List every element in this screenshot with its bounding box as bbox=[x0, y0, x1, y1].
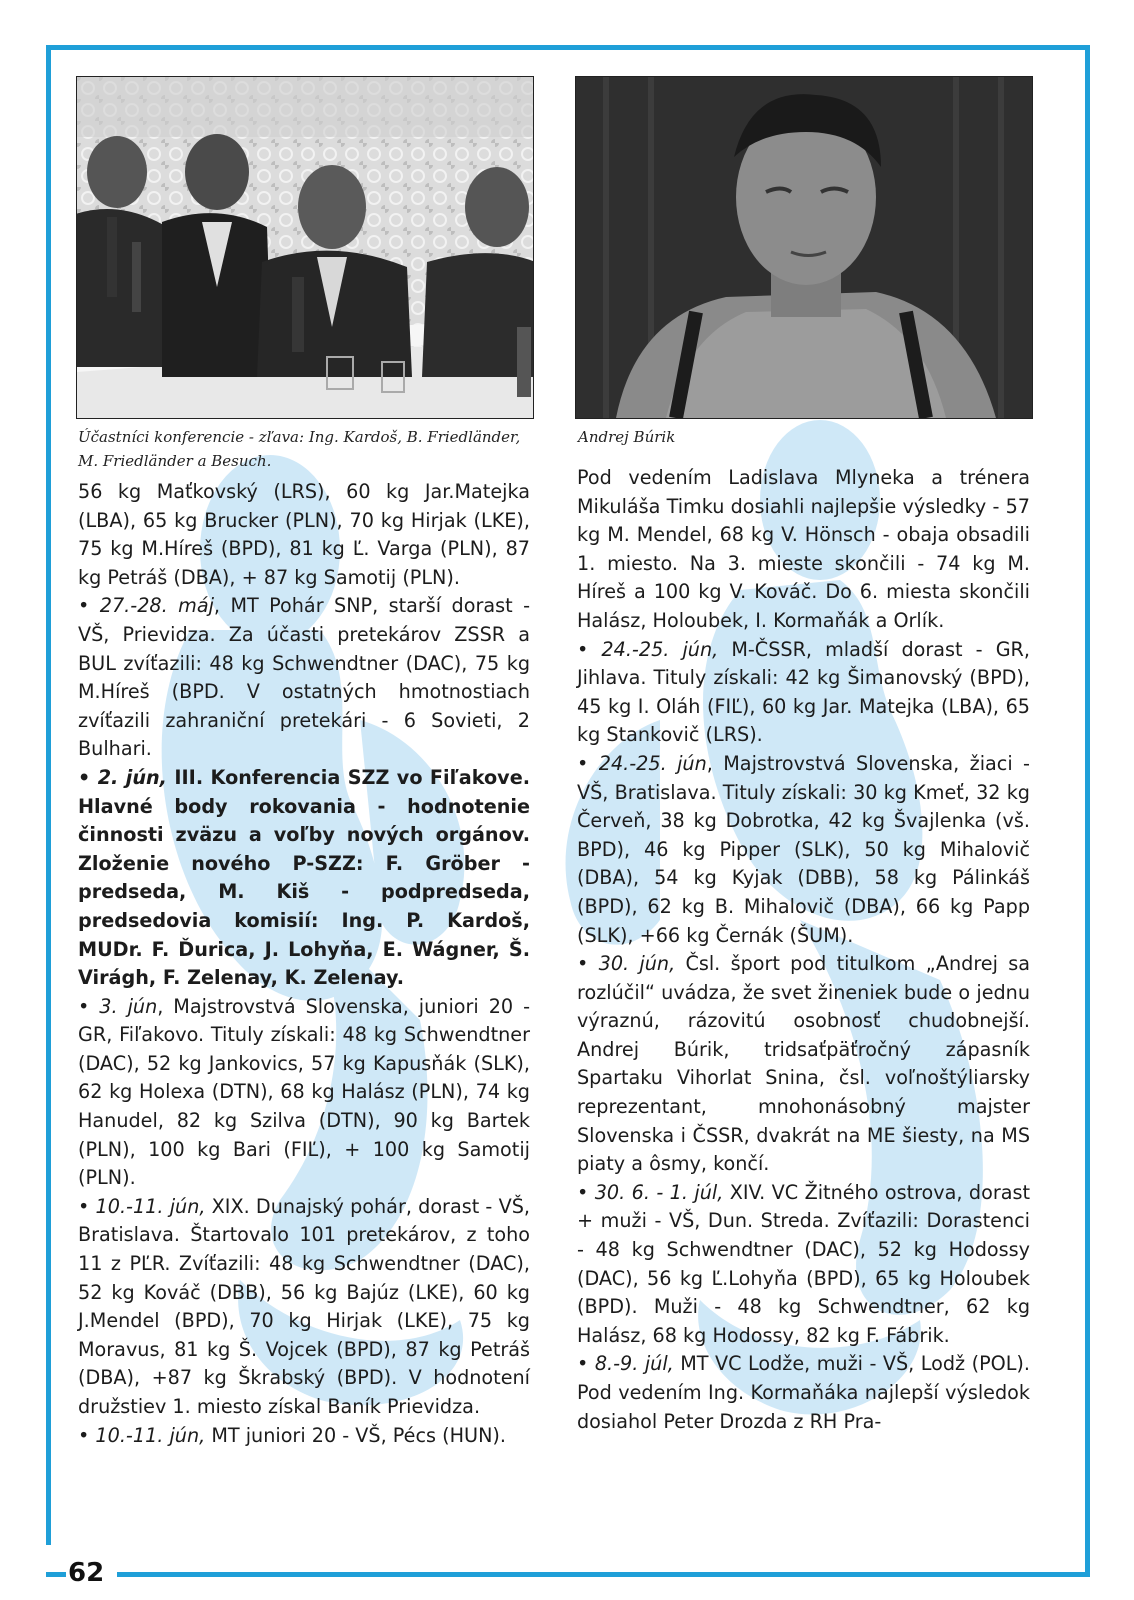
entry-date: 2. jún, bbox=[97, 765, 167, 789]
frame-left-border bbox=[46, 45, 51, 1545]
list-item bbox=[78, 993, 530, 1193]
list-item-highlight bbox=[78, 764, 530, 993]
entry-date: 24.-25. jún, bbox=[601, 637, 719, 661]
portrait-photo-caption: Andrej Búrik bbox=[578, 428, 676, 446]
caption-line-2: M. Friedländer a Besuch. bbox=[78, 452, 272, 470]
paragraph bbox=[78, 478, 530, 592]
bullet: • bbox=[78, 994, 100, 1018]
frame-right-border bbox=[1085, 45, 1090, 1577]
frame-bottom-border-left bbox=[46, 1572, 66, 1577]
bullet: • bbox=[577, 952, 599, 976]
paragraph-text: 56 kg Maťkovský (LRS), 60 kg Jar.Matejka (LBA), 65 kg Brucker (PLN), 70 kg Hirjak (LKE), 75 kg M.Híreš (BPD), 81 kg Ľ. Varga (PLN), 87 kg Petráš (DBA), + 87 kg Samotij (PLN). bbox=[78, 480, 530, 589]
bullet: • bbox=[577, 751, 599, 775]
frame-top-border bbox=[46, 45, 1090, 50]
frame-bottom-border bbox=[117, 1572, 1090, 1577]
entry-date: 24.-25. jún bbox=[598, 751, 707, 775]
entry-text: MT juniori 20 - VŠ, Pécs (HUN). bbox=[205, 1423, 507, 1447]
bullet: • bbox=[577, 1180, 595, 1204]
entry-date: 10.-11. jún, bbox=[95, 1194, 206, 1218]
bullet: • bbox=[78, 1194, 96, 1218]
list-item bbox=[577, 950, 1030, 1179]
left-text-column bbox=[78, 478, 530, 1450]
entry-text: , Majstrovstvá Slovenska, juniori 20 - GR, Fiľakovo. Tituly získali: 48 kg Schwendtner (DAC), 52 kg Jankovics, 57 kg Kapusňák (SLK), 62 kg Holexa (DTN), 68 kg Halász (PLN), 74 kg Hanudel, 82 kg Szilva (DTN), 90 kg Bartek (PLN), 100 kg Bari (FIĽ), + 100 kg Samotij (PLN). bbox=[78, 994, 531, 1190]
entry-text: III. Konferencia SZZ vo Fiľakove. Hlavné body rokovania - hodnotenie činnosti zväzu a voľby nových orgánov. Zloženie nového P-SZZ: F. Gröber - predseda, M. Kiš - podpredseda, predsedovia komisií: Ing. P. Kardoš, MUDr. F. Ďurica, J. Lohyňa, E. Wágner, Š. Virágh, F. Zelenay, K. Zelenay. bbox=[78, 765, 530, 990]
bullet: • bbox=[577, 637, 602, 661]
list-item bbox=[78, 1422, 530, 1451]
conference-photo bbox=[76, 76, 534, 419]
entry-date: 30. 6. - 1. júl, bbox=[594, 1180, 724, 1204]
list-item bbox=[78, 1193, 530, 1422]
entry-text: XIV. VC Žitného ostrova, dorast + muži - VŠ, Dun. Streda. Zvíťazili: Dorastenci - 48 kg Schwendtner (DAC), 52 kg Hodossy (DAC), 56 kg Ľ.Lohyňa (BPD), 65 kg Holoubek (BPD). Muži - 48 kg Schwendtner, 62 kg Halász, 68 kg Hodossy, 82 kg F. Fábrik. bbox=[577, 1180, 1030, 1347]
entry-text: XIX. Dunajský pohár, dorast - VŠ, Bratislava. Štartovalo 101 pretekárov, z toho 11 z PĽR. Zvíťazili: 48 kg Schwendtner (DAC), 52 kg Kováč (DBB), 56 kg Bajúz (LKE), 60 kg J.Mendel (BPD), 70 kg Hirjak (LKE), 75 kg Moravus, 81 kg Š. Vojcek (BPD), 87 kg Petráš (DBA), +87 kg Škrabský (BPD). V hodnotení družstiev 1. miesto získal Baník Prievidza. bbox=[78, 1194, 530, 1418]
entry-text: MT VC Lodže, muži - VŠ, Lodž (POL). Pod vedením Ing. Kormaňáka najlepší výsledok dosiahol Peter Drozda z RH Pra- bbox=[577, 1352, 1031, 1433]
entry-date: 30. jún, bbox=[598, 952, 676, 976]
entry-date: 3. jún bbox=[99, 994, 158, 1018]
entry-text: , Majstrovstvá Slovenska, žiaci - VŠ, Bratislava. Tituly získali: 30 kg Kmeť, 32 kg Červeň, 38 kg Dobrotka, 42 kg Švajlenka (vš. BPD), 46 kg Pipper (SLK), 50 kg Mihalovič (DBA), 54 kg Kyjak (DBB), 58 kg Pálinkáš (BPD), 62 kg B. Mihalovič (DBA), 66 kg Papp (SLK), +66 kg Černák (ŠUM). bbox=[577, 751, 1030, 947]
paragraph-text: Pod vedením Ladislava Mlyneka a trénera Mikuláša Timku dosiahli najlepšie výsledky - 57 kg M. Mendel, 68 kg V. Hönsch - obaja obsadili 1. miesto. Na 3. mieste skončili - 74 kg M. Híreš a 100 kg V. Kováč. Do 6. miesta skončili Halász, Holoubek, I. Kormaňák a Orlík. bbox=[577, 466, 1030, 632]
entry-text: , MT Pohár SNP, starší dorast - VŠ, Prievidza. Za účasti pretekárov ZSSR a BUL zvíťazili: 48 kg Schwendtner (DAC), 75 kg M.Híreš (BPD. V ostatných hmotnostiach zvíťazili zahraniční pretekári - 6 Sovieti, 2 Bulhari. bbox=[78, 594, 530, 761]
conference-photo-caption bbox=[78, 425, 530, 473]
entry-text: Čsl. šport pod titulkom „Andrej sa rozlúčil“ uvádza, že svet žineniek bude o jednu výraznú, rázovitú osobnosť chudobnejší. Andrej Búrik, tridsaťpäťročný zápasník Spartaku Vihorlat Snina, čsl. voľnoštýliarsky reprezentant, mnohonásobný majster Slovenska i ČSSR, dvakrát na ME šiesty, na MS piaty a ôsmy, končí. bbox=[577, 952, 1030, 1176]
portrait-photo bbox=[575, 76, 1033, 419]
page-number: 62 bbox=[68, 1558, 105, 1588]
bullet: • bbox=[78, 594, 100, 618]
bullet: • bbox=[78, 765, 98, 789]
entry-date: 27.-28. máj bbox=[99, 594, 214, 618]
paragraph bbox=[577, 464, 1030, 636]
list-item bbox=[577, 636, 1030, 750]
entry-date: 8.-9. júl, bbox=[594, 1352, 674, 1376]
bullet: • bbox=[577, 1352, 595, 1376]
caption-line-1: Účastníci konferencie - zľava: Ing. Kardoš, B. Friedländer, bbox=[78, 428, 521, 446]
entry-date: 10.-11. jún, bbox=[95, 1423, 206, 1447]
list-item bbox=[577, 1179, 1030, 1351]
list-item bbox=[78, 592, 530, 764]
list-item bbox=[577, 750, 1030, 950]
entry-text: M-ČSSR, mladší dorast - GR, Jihlava. Tituly získali: 42 kg Šimanovský (BPD), 45 kg I. Oláh (FIĽ), 60 kg Jar. Matejka (LBA), 65 kg Stankovič (LRS). bbox=[577, 637, 1030, 747]
bullet: • bbox=[78, 1423, 96, 1447]
right-text-column bbox=[577, 464, 1030, 1436]
list-item bbox=[577, 1350, 1030, 1436]
